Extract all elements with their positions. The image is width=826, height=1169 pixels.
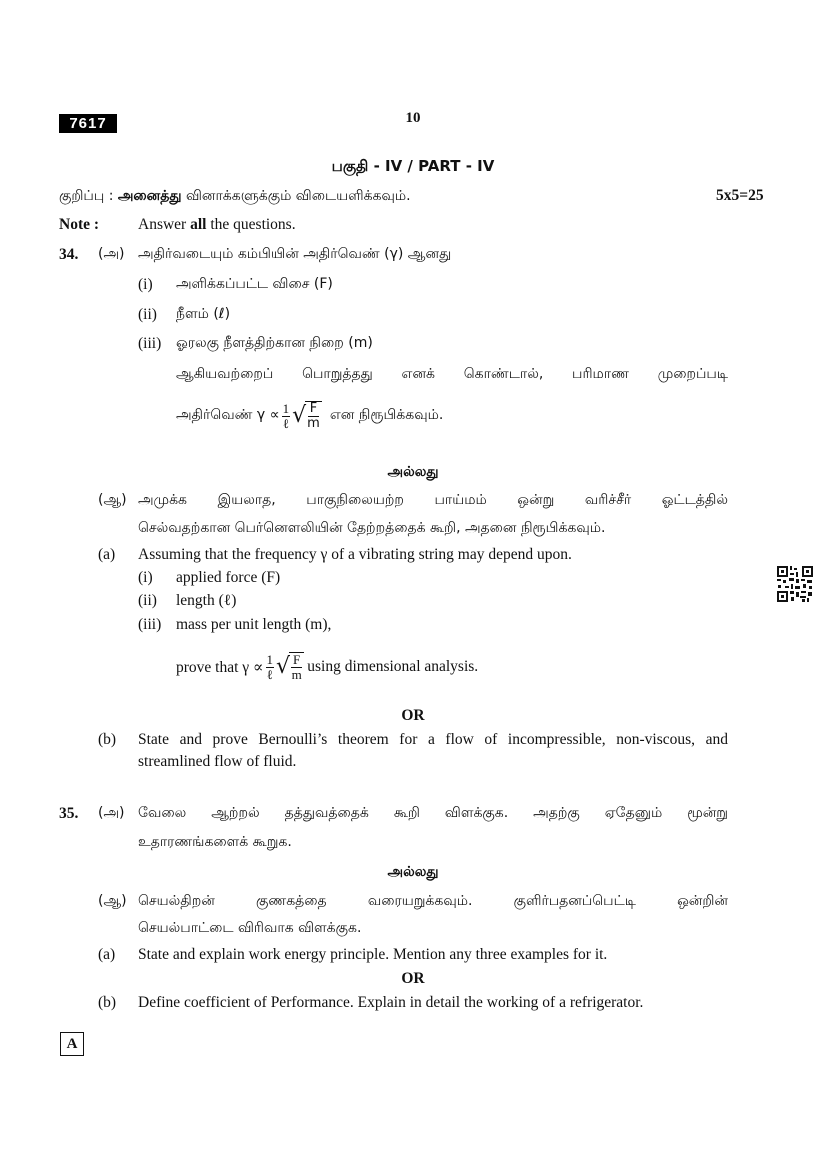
formula-den: ℓ: [266, 666, 273, 682]
q34-b-ta-line2: செல்வதற்கான பெர்னௌலியின் தேற்றத்தைக் கூறி, அதனை நிரூபிக்கவும்.: [138, 520, 606, 536]
formula-root-den: m: [291, 667, 302, 682]
q34-a-en-formula-line: [176, 652, 478, 682]
formula-fraction: [282, 402, 291, 431]
qr-code-icon: [776, 565, 814, 603]
page-number: 10: [405, 110, 421, 126]
or-english: OR: [401, 707, 425, 724]
q34-a-en-text: Assuming that the frequency γ of a vibrating string may depend upon.: [138, 546, 572, 563]
formula-den: ℓ: [282, 415, 289, 431]
part-title: பகுதி - IV / PART - IV: [331, 157, 495, 175]
q34-a-ta-item: அளிக்கப்பட்ட விசை (F): [176, 276, 333, 292]
q34-a-en-item-num: (ii): [138, 592, 157, 609]
q34-a-en-formula-pre: prove that γ ∝: [176, 658, 264, 676]
q34-a-ta-text: அதிர்வடையும் கம்பியின் அதிர்வெண் (γ) ஆனது: [138, 246, 452, 262]
q34-a-ta-formula-pre: அதிர்வெண் γ ∝: [176, 407, 280, 423]
q35-b-en-text: Define coefficient of Performance. Explain in detail the working of a refrigerator.: [138, 994, 644, 1011]
q35-b-ta-label: (ஆ): [98, 893, 127, 909]
or-english: OR: [401, 970, 425, 987]
q34-number: 34.: [59, 246, 79, 263]
formula-num: 1: [266, 651, 273, 667]
q35-b-ta-line2: செயல்பாட்டை விரிவாக விளக்குக.: [138, 920, 362, 936]
q34-a-ta-item: நீளம் (ℓ): [176, 306, 231, 322]
formula-root-num: F: [309, 401, 318, 416]
proportionality-formula: [264, 652, 305, 682]
q34-a-en-item: mass per unit length (m),: [176, 616, 332, 633]
q34-a-ta-label: (அ): [98, 246, 125, 262]
square-root-icon: √ $\frac{F}{m}$: [292, 401, 320, 431]
formula-root-num: F: [293, 652, 301, 667]
q34-a-ta-line1: ஆகியவற்றைப் பொறுத்தது எனக் கொண்டால், பரிமாண முறைப்படி: [176, 366, 728, 382]
q34-a-ta-item-num: (iii): [138, 335, 162, 352]
q34-a-en-item-num: (i): [138, 569, 153, 586]
q34-a-en-label: (a): [98, 546, 116, 563]
q35-b-en-label: (b): [98, 994, 117, 1011]
q34-a-ta-item-num: (ii): [138, 306, 157, 323]
note-tamil-text: வினாக்களுக்கும் விடையளிக்கவும்.: [185, 188, 411, 204]
marks-total: 5x5=25: [716, 187, 764, 204]
q34-a-ta-formula-post: என நிரூபிக்கவும்.: [329, 407, 444, 423]
q34-b-ta-label: (ஆ): [98, 492, 127, 508]
q35-a-en-text: State and explain work energy principle. Mention any three examples for it.: [138, 946, 608, 963]
q35-b-ta-line1: செயல்திறன் குணகத்தை வரையறுக்கவும். குளிர்பதனப்பெட்டி ஒன்றின்: [138, 893, 728, 909]
q34-a-en-formula-post: using dimensional analysis.: [307, 658, 479, 675]
q34-b-en-line1: State and prove Bernoulli’s theorem for a flow of incompressible, non-viscous, and: [138, 731, 728, 748]
q34-b-en-line2: streamlined flow of fluid.: [138, 753, 297, 770]
note-english-post: the questions.: [210, 216, 296, 233]
or-tamil: அல்லது: [387, 464, 439, 480]
note-english-bold: all: [190, 216, 207, 233]
q34-a-en-item: length (ℓ): [176, 592, 237, 609]
note-tamil: [59, 188, 411, 206]
note-tamil-label: குறிப்பு :: [59, 188, 114, 204]
note-english-pre: Answer: [138, 216, 187, 233]
q34-a-ta-item-num: (i): [138, 276, 153, 293]
q35-number: 35.: [59, 805, 79, 822]
formula-root-den: m: [307, 416, 320, 431]
note-english-label: Note :: [59, 216, 100, 233]
q34-a-en-item: applied force (F): [176, 569, 281, 586]
square-root-icon: √ $\frac{F}{m}$: [276, 652, 304, 682]
q35-a-ta-line2: உதாரணங்களைக் கூறுக.: [138, 834, 292, 850]
q35-a-en-label: (a): [98, 946, 116, 963]
q34-a-en-item-num: (iii): [138, 616, 162, 633]
q34-b-en-label: (b): [98, 731, 117, 748]
note-english: [138, 216, 296, 234]
or-tamil: அல்லது: [387, 864, 439, 880]
proportionality-formula: [280, 401, 322, 431]
formula-num: 1: [282, 400, 290, 416]
q35-a-ta-label: (அ): [98, 805, 125, 821]
q34-b-ta-line1: அமுக்க இயலாத, பாகுநிலையற்ற பாய்மம் ஒன்று வரிச்சீர் ஓட்டத்தில்: [138, 492, 728, 508]
paper-code-badge: 7617: [59, 114, 117, 133]
note-tamil-bold: அனைத்து: [117, 188, 182, 204]
formula-fraction: [266, 653, 275, 682]
q34-a-ta-formula-line: [176, 401, 443, 431]
q35-a-ta-line1: வேலை ஆற்றல் தத்துவத்தைக் கூறி விளக்குக. அதற்கு ஏதேனும் மூன்று: [138, 805, 728, 821]
q34-a-ta-item: ஓரலகு நீளத்திற்கான நிறை (m): [176, 335, 373, 351]
version-box: A: [60, 1032, 84, 1056]
